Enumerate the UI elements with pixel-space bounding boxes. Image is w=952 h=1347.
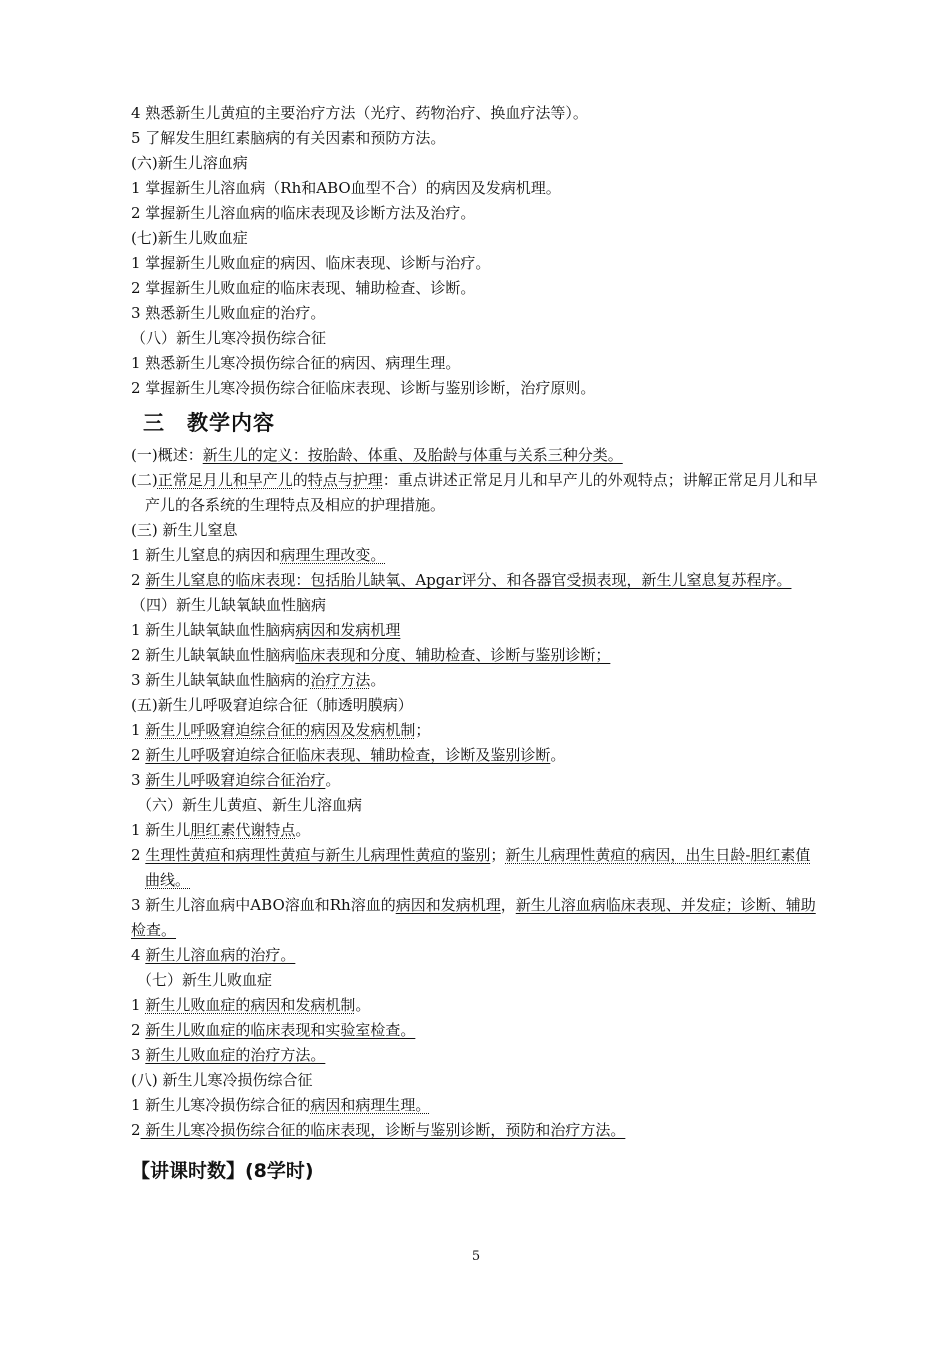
objective-line: 5 了解发生胆红素脑病的有关因素和预防方法。 <box>131 129 446 147</box>
objective-line: 2 掌握新生儿溶血病的临床表现及诊断方法及治疗。 <box>131 204 476 222</box>
objective-line: 2 掌握新生儿败血症的临床表现、辅助检查、诊断。 <box>131 279 476 297</box>
section-heading <box>143 403 821 443</box>
content-line: 1 新生儿胆红素代谢特点。 <box>131 821 311 839</box>
objective-line: 1 熟悉新生儿寒冷损伤综合征的病因、病理生理。 <box>131 354 461 372</box>
content-line: 2 新生儿缺氧缺血性脑病临床表现和分度、辅助检查、诊断与鉴别诊断； <box>131 646 611 664</box>
content-line: 3 新生儿败血症的治疗方法。 <box>131 1046 326 1064</box>
content-line: 3 新生儿缺氧缺血性脑病的治疗方法。 <box>131 671 386 689</box>
content-heading: (三) 新生儿窒息 <box>131 521 238 539</box>
page-content <box>131 101 821 1189</box>
content-line: 2 新生儿败血症的临床表现和实验室检查。 <box>131 1021 416 1039</box>
content-heading: (八) 新生儿寒冷损伤综合征 <box>131 1071 313 1089</box>
content-line: 2 新生儿呼吸窘迫综合征临床表现、辅助检查，诊断及鉴别诊断。 <box>131 746 566 764</box>
objective-heading: (七)新生儿败血症 <box>131 229 248 247</box>
lecture-hours-heading: 【讲课时数】(8学时) <box>131 1160 314 1182</box>
content-line: 1 新生儿败血症的病因和发病机制。 <box>131 996 371 1014</box>
objective-line: 1 掌握新生儿溶血病（Rh和ABO血型不合）的病因及发病机理。 <box>131 179 561 197</box>
objective-heading: （八）新生儿寒冷损伤综合征 <box>131 329 327 347</box>
section-title: 教学内容 <box>187 411 275 435</box>
content-line: 1 新生儿窒息的病因和病理生理改变。 <box>131 546 386 564</box>
content-paragraph: (二)正常足月儿和早产儿的特点与护理：重点讲述正常足月儿和早产儿的外观特点；讲解正常足月儿和早产儿的各系统的生理特点及相应的护理措施。 <box>131 471 818 514</box>
content-line: 3 新生儿呼吸窘迫综合征治疗。 <box>131 771 341 789</box>
content-line: 1 新生儿呼吸窘迫综合征的病因及发病机制； <box>131 721 431 739</box>
content-paragraph: 2 生理性黄疸和病理性黄疸与新生儿病理性黄疸的鉴别；新生儿病理性黄疸的病因，出生日龄-胆红素值曲线。 <box>131 846 811 889</box>
content-paragraph: 3 新生儿溶血病中ABO溶血和Rh溶血的病因和发病机理，新生儿溶血病临床表现、并发症；诊断、辅助检查。 <box>131 896 816 939</box>
content-heading: （七）新生儿败血症 <box>137 971 273 989</box>
content-heading: (五)新生儿呼吸窘迫综合征（肺透明膜病） <box>131 696 413 714</box>
content-heading: （六）新生儿黄疸、新生儿溶血病 <box>137 796 363 814</box>
objective-line: 2 掌握新生儿寒冷损伤综合征临床表现、诊断与鉴别诊断，治疗原则。 <box>131 379 596 397</box>
content-paragraph: 2 新生儿窒息的临床表现：包括胎儿缺氧、Apgar评分、和各器官受损表现，新生儿窒息复苏程序。 <box>131 571 792 589</box>
section-number: 三 <box>143 411 165 435</box>
objective-line: 3 熟悉新生儿败血症的治疗。 <box>131 304 326 322</box>
objective-line: 1 掌握新生儿败血症的病因、临床表现、诊断与治疗。 <box>131 254 491 272</box>
content-line: 4 新生儿溶血病的治疗。 <box>131 946 296 964</box>
content-heading: （四）新生儿缺氧缺血性脑病 <box>131 596 327 614</box>
page-number: 5 <box>471 1249 481 1264</box>
content-line: 1 新生儿寒冷损伤综合征的病因和病理生理。 <box>131 1096 431 1114</box>
content-line: 1 新生儿缺氧缺血性脑病病因和发病机理 <box>131 621 401 639</box>
objective-line: 4 熟悉新生儿黄疸的主要治疗方法（光疗、药物治疗、换血疗法等）。 <box>131 104 588 122</box>
objective-heading: (六)新生儿溶血病 <box>131 154 248 172</box>
content-line: (一)概述：新生儿的定义：按胎龄、体重、及胎龄与体重与关系三种分类。 <box>131 446 623 464</box>
content-line: 2 新生儿寒冷损伤综合征的临床表现，诊断与鉴别诊断，预防和治疗方法。 <box>131 1121 626 1139</box>
